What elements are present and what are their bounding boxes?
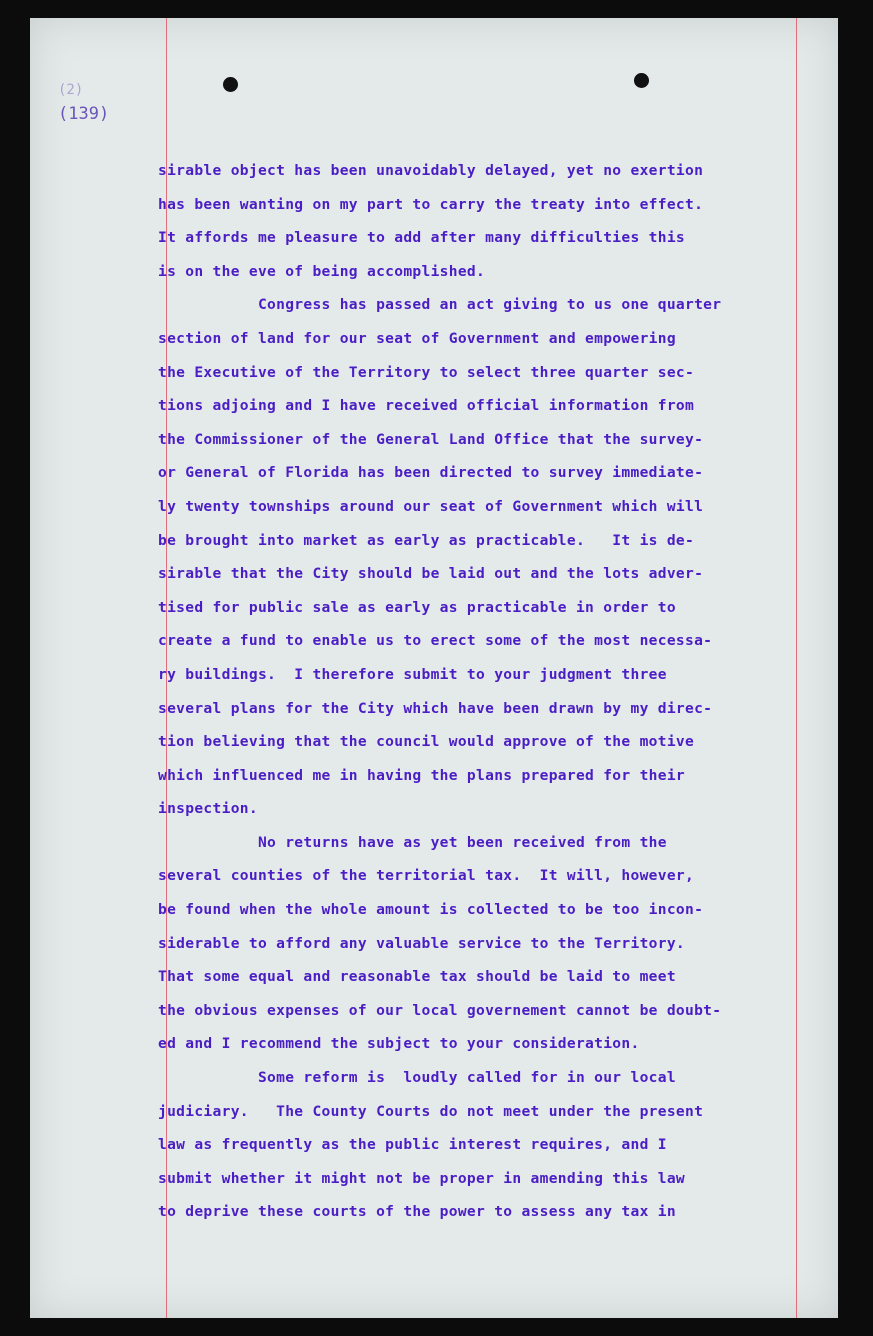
text-line: tion believing that the council would approve of the motive bbox=[158, 733, 695, 751]
text-line: be found when the whole amount is collected to be too incon- bbox=[158, 901, 704, 919]
text-line: That some equal and reasonable tax should be laid to meet bbox=[158, 968, 676, 986]
text-line: siderable to afford any valuable service to the Territory. bbox=[158, 934, 685, 952]
text-line: law as frequently as the public interest requires, and I bbox=[158, 1136, 667, 1154]
punch-hole bbox=[634, 73, 649, 88]
text-line: or General of Florida has been directed to survey immediate- bbox=[158, 464, 704, 482]
text-line: create a fund to enable us to erect some of the most necessa- bbox=[158, 632, 713, 650]
text-line: the Executive of the Territory to select three quarter sec- bbox=[158, 363, 695, 381]
text-line: section of land for our seat of Government and empowering bbox=[158, 329, 676, 347]
text-line: ly twenty townships around our seat of Government which will bbox=[158, 497, 704, 515]
text-line: Some reform is loudly called for in our local bbox=[158, 1069, 676, 1087]
text-line: the obvious expenses of our local governement cannot be doubt- bbox=[158, 1001, 722, 1019]
text-line: It affords me pleasure to add after many difficulties this bbox=[158, 229, 685, 247]
page-number: (139) bbox=[58, 104, 110, 124]
text-line: to deprive these courts of the power to assess any tax in bbox=[158, 1203, 676, 1221]
text-line: the Commissioner of the General Land Office that the survey- bbox=[158, 430, 704, 448]
text-line: several plans for the City which have been drawn by my direc- bbox=[158, 699, 713, 717]
text-line: Congress has passed an act giving to us one quarter bbox=[158, 296, 722, 314]
text-line: which influenced me in having the plans prepared for their bbox=[158, 766, 685, 784]
text-line: tions adjoing and I have received official information from bbox=[158, 397, 695, 415]
text-line: is on the eve of being accomplished. bbox=[158, 262, 486, 280]
text-line: be brought into market as early as practicable. It is de- bbox=[158, 531, 695, 549]
text-line: submit whether it might not be proper in amending this law bbox=[158, 1169, 685, 1187]
text-line: ry buildings. I therefore submit to your judgment three bbox=[158, 665, 667, 683]
text-line: judiciary. The County Courts do not meet under the present bbox=[158, 1102, 704, 1120]
text-line: sirable object has been unavoidably delayed, yet no exertion bbox=[158, 162, 704, 179]
text-line: inspection. bbox=[158, 800, 258, 818]
text-line: ed and I recommend the subject to your consideration. bbox=[158, 1035, 640, 1053]
text-line: has been wanting on my part to carry the treaty into effect. bbox=[158, 195, 704, 213]
punch-hole bbox=[223, 77, 238, 92]
text-line: tised for public sale as early as practicable in order to bbox=[158, 598, 676, 616]
faint-page-number: (2) bbox=[58, 82, 84, 98]
text-line: No returns have as yet been received from the bbox=[158, 833, 667, 851]
typed-body-text bbox=[158, 154, 798, 1229]
text-line: several counties of the territorial tax. It will, however, bbox=[158, 867, 695, 885]
text-line: sirable that the City should be laid out and the lots adver- bbox=[158, 565, 704, 583]
